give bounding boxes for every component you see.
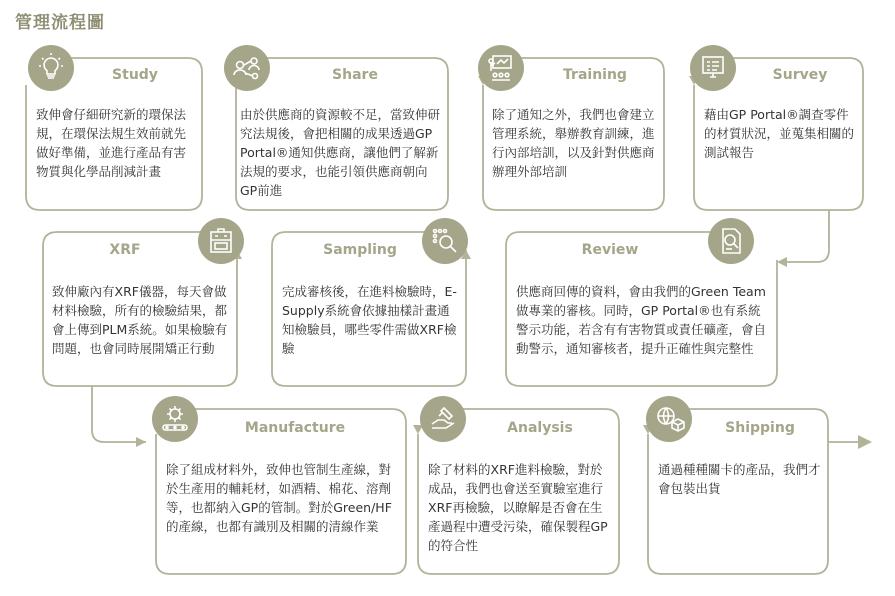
step-label-review: Review — [581, 242, 639, 258]
arrow-head-manufacture — [136, 437, 146, 447]
step-desc-review: 供應商回傳的資料，會由我們的Green Team做專業的審核。同時，GP Portal®也有系統警示功能，若含有有害物質或責任礦產，會自動警示，通知審核者，提升正確性與完整性 — [516, 284, 767, 356]
survey-monitor-icon — [690, 45, 736, 91]
step-label-sampling: Sampling — [323, 242, 397, 258]
hand-test-icon — [420, 396, 466, 442]
magnifier-grid-icon — [422, 218, 468, 264]
step-label-manufacture: Manufacture — [244, 420, 346, 436]
gear-conveyor-icon — [152, 396, 198, 442]
step-label-study: Study — [112, 67, 158, 83]
step-label-analysis: Analysis — [507, 420, 573, 436]
step-label-share: Share — [332, 67, 378, 83]
step-label-training: Training — [563, 67, 627, 83]
page-title: 管理流程圖 — [15, 13, 105, 33]
training-board-icon — [478, 45, 524, 91]
step-desc-training: 除了通知之外，我們也會建立管理系統，舉辦教育訓練，進行內部培訓，以及針對供應商辦理外部培訓 — [492, 107, 655, 179]
document-review-icon — [708, 218, 754, 264]
step-label-xrf: XRF — [109, 242, 141, 258]
step-desc-share: 由於供應商的資源較不足，當致伸研究法規後，會把相關的成果透過GP Portal®通知供應商，讓他們了解新法規的要求，也能引領供應商朝向GP前進 — [240, 107, 441, 198]
xrf-machine-icon — [198, 218, 244, 264]
step-desc-survey: 藉由GP Portal®調查零件的材質狀況，並蒐集相關的測試報告 — [704, 107, 855, 160]
globe-box-icon — [646, 396, 692, 442]
step-desc-manufacture: 除了組成材料外，致伸也管制生產線，對於生產用的輔耗材，如酒精、棉花、溶劑等，也都納入GP的管制。對於Green/HF的產線，也都有識別及相關的清線作業 — [166, 462, 392, 534]
final-arrow-head — [858, 435, 872, 449]
step-desc-analysis: 除了材料的XRF進料檢驗，對於成品，我們也會送至實驗室進行XRF再檢驗，以瞭解是否會在生產過程中遭受污染，確保製程GP的符合性 — [428, 462, 608, 553]
step-desc-sampling: 完成審核後，在進料檢驗時，E-Supply系統會依據抽樣計畫通知檢驗員，哪些零件需做XRF檢驗 — [282, 284, 457, 356]
people-network-icon — [224, 45, 270, 91]
arrow-head-review — [777, 257, 787, 267]
lightbulb-icon — [28, 45, 74, 91]
step-label-survey: Survey — [772, 67, 828, 83]
connector-survey-review — [786, 210, 829, 262]
step-desc-xrf: 致伸廠內有XRF儀器，每天會做材料檢驗，所有的檢驗結果，都會上傳到PLM系統。如果檢驗有問題，也會同時展開矯正行動 — [52, 284, 228, 356]
connector-xrf-manufacture — [92, 386, 146, 442]
step-desc-study: 致伸會仔細研究新的環保法規，在環保法規生效前就先做好準備，並進行產品有害物質與化學品削減計畫 — [36, 107, 187, 179]
step-desc-shipping: 通過種種關卡的產品，我們才會包裝出貨 — [658, 462, 821, 496]
step-label-shipping: Shipping — [725, 420, 795, 436]
